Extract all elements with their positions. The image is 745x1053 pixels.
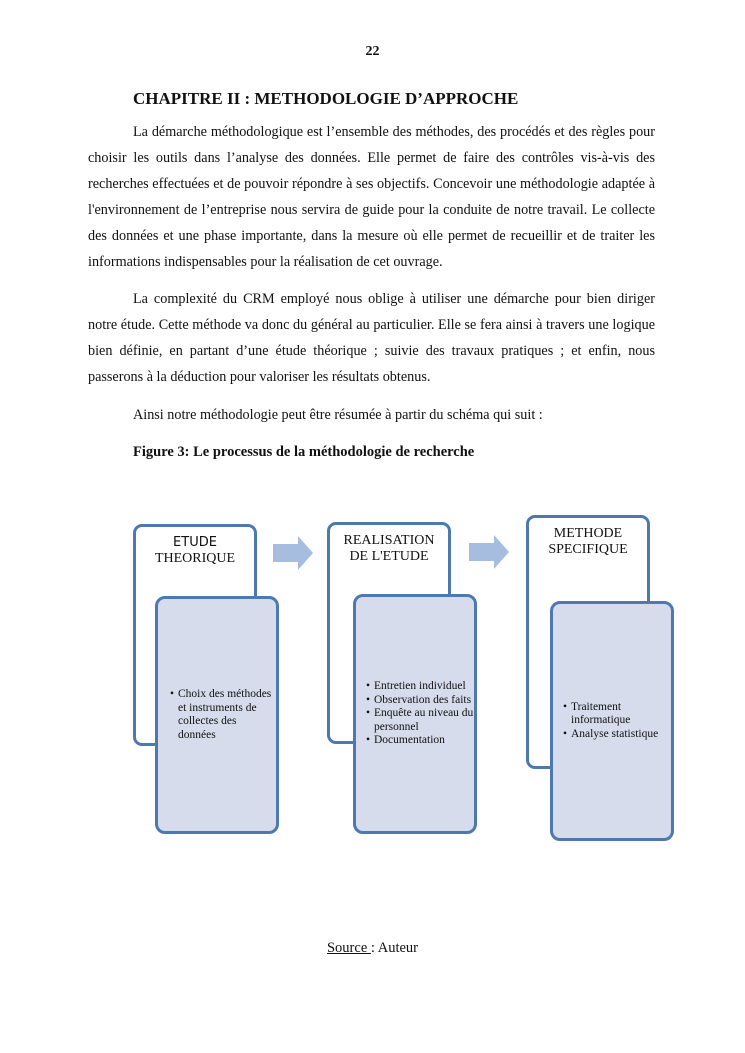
step-realisation-details [353, 594, 477, 834]
page-number: 22 [365, 44, 380, 59]
step-methode-specifique-details [550, 601, 674, 841]
paragraph-schema-intro: Ainsi notre méthodologie peut être résumée à partir du schéma qui suit : [133, 407, 543, 423]
source-label: Source [326, 940, 371, 956]
list-item: • Enquête au niveau du personnel [366, 707, 474, 734]
list-item: • Traitement informatique [563, 701, 671, 728]
step-title-line1: ETUDE [173, 535, 217, 550]
detail-list [356, 680, 474, 748]
paragraph-methodology-definition: La démarche méthodologique est l’ensemble des méthodes, des procédés et des règles pour choisir les outils dans l’analyse des données. Elle permet de faire des contrôles vis-à-vis des recherches effectuées et de pouvoir répondre à ses objectifs. Concevoir une méthodologie adaptée à l'environnement de l’entreprise nous servira de guide pour la conduite de notre travail. Le collecte des données et une phase importante, dans la mesure où elle permet de recueillir et de traiter les informations indispensables pour la réalisation de cet ouvrage. [88, 124, 655, 270]
step-title-line2: THEORIQUE [154, 551, 236, 566]
step-title-line1: REALISATION [343, 533, 435, 548]
source-separator: : [370, 940, 375, 956]
arrow-right-icon [273, 536, 313, 570]
step-title [330, 533, 448, 565]
step-title-line2: SPECIFIQUE [548, 542, 628, 557]
step-title-line2: DE L'ETUDE [349, 549, 429, 564]
list-item: • Observation des faits [366, 694, 474, 708]
chapter-title: CHAPITRE II : METHODOLOGIE D’APPROCHE [133, 89, 519, 108]
list-item: • Analyse statistique [563, 728, 671, 742]
figure-source [0, 940, 745, 957]
detail-list [158, 688, 276, 742]
step-title [529, 526, 647, 558]
step-title-line1: METHODE [553, 526, 623, 541]
figure-caption: Figure 3: Le processus de la méthodologie de recherche [133, 444, 475, 460]
list-item: • Documentation [366, 734, 474, 748]
detail-list [553, 701, 671, 742]
list-item: • Entretien individuel [366, 680, 474, 694]
source-value: Auteur [374, 940, 418, 956]
list-item: • Choix des méthodes et instruments de collectes des données [170, 688, 276, 742]
step-etude-theorique-details [155, 596, 279, 834]
step-title [136, 535, 254, 567]
paragraph-crm-complexity: La complexité du CRM employé nous oblige à utiliser une démarche pour bien diriger notre étude. Cette méthode va donc du général au particulier. Elle se fera ainsi à travers une logique bien définie, en partant d’une étude théorique ; suivie des travaux pratiques ; et enfin, nous passerons à la déduction pour valoriser les résultats obtenus. [88, 291, 655, 385]
arrow-right-icon [469, 535, 509, 569]
